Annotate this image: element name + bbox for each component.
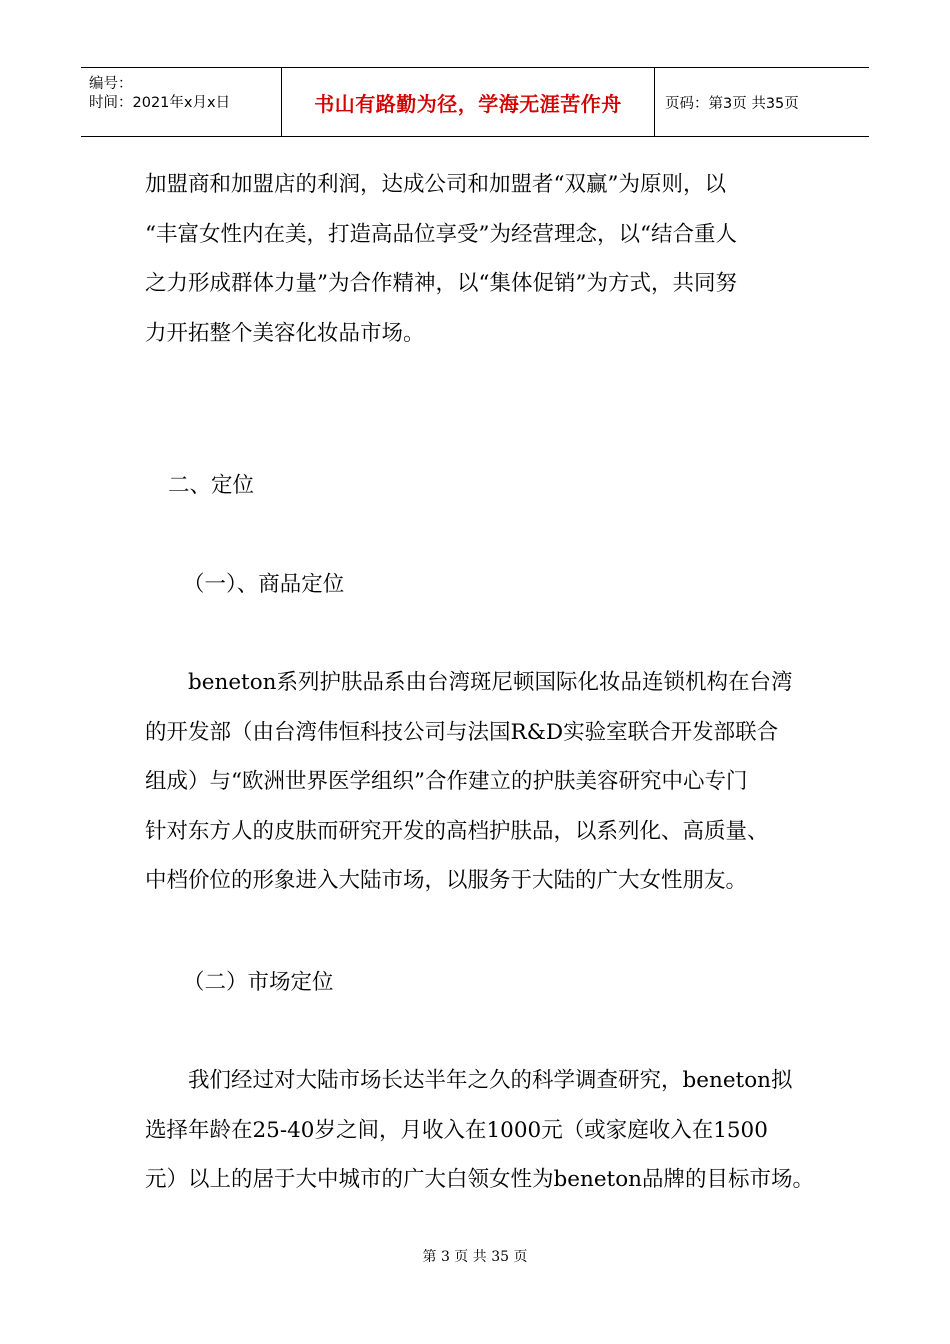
- paragraph-line: “丰富女性内在美，打造高品位享受”为经营理念，以“结合重人: [145, 221, 737, 247]
- paragraph-line: 选择年龄在25-40岁之间，月收入在1000元（或家庭收入在1500: [145, 1117, 768, 1143]
- subsection-heading-product: （一）、商品定位: [183, 572, 345, 597]
- header-meta-cell: [81, 68, 281, 136]
- paragraph-line: 的开发部（由台湾伟恒科技公司与法国R&D实验室联合开发部联合: [145, 719, 779, 745]
- subsection-heading-market: （二）市场定位: [183, 970, 334, 995]
- paragraph-line: 加盟商和加盟店的利润，达成公司和加盟者“双赢”为原则，以: [145, 172, 726, 197]
- paragraph-line: 中档价位的形象进入大陆市场，以服务于大陆的广大女性朋友。: [145, 868, 748, 893]
- product-paragraph: [145, 658, 825, 906]
- market-paragraph: [145, 1056, 825, 1205]
- header-table: [81, 67, 869, 137]
- motto-text: 书山有路勤为径，学海无涯苦作舟: [314, 91, 622, 116]
- section-heading: 二、定位: [168, 473, 255, 498]
- doc-number-label: 编号：: [89, 76, 133, 92]
- header-motto-cell: [281, 68, 655, 136]
- doc-time-label: 时间：2021年x月x日: [89, 95, 231, 111]
- page-footer: 第 3 页 共 35 页: [422, 1249, 528, 1265]
- paragraph-line: 我们经过对大陆市场长达半年之久的科学调查研究，beneton拟: [188, 1068, 793, 1093]
- paragraph-line: 针对东方人的皮肤而研究开发的高档护肤品，以系列化、高质量、: [145, 818, 769, 844]
- paragraph-line: 力开拓整个美容化妆品市场。: [145, 320, 425, 346]
- paragraph-line: 组成）与“欧洲世界医学组织”合作建立的护肤美容研究中心专门: [145, 769, 748, 794]
- header-page-cell: [655, 68, 869, 136]
- page-info: 页码：第3页 共35页: [665, 95, 799, 112]
- intro-paragraph: [145, 160, 825, 358]
- paragraph-line: beneton系列护肤品系由台湾斑尼顿国际化妆品连锁机构在台湾: [188, 670, 793, 695]
- paragraph-line: 元）以上的居于大中城市的广大白领女性为beneton品牌的目标市场。: [145, 1167, 814, 1192]
- paragraph-line: 之力形成群体力量”为合作精神，以“集体促销”为方式，共同努: [145, 271, 737, 296]
